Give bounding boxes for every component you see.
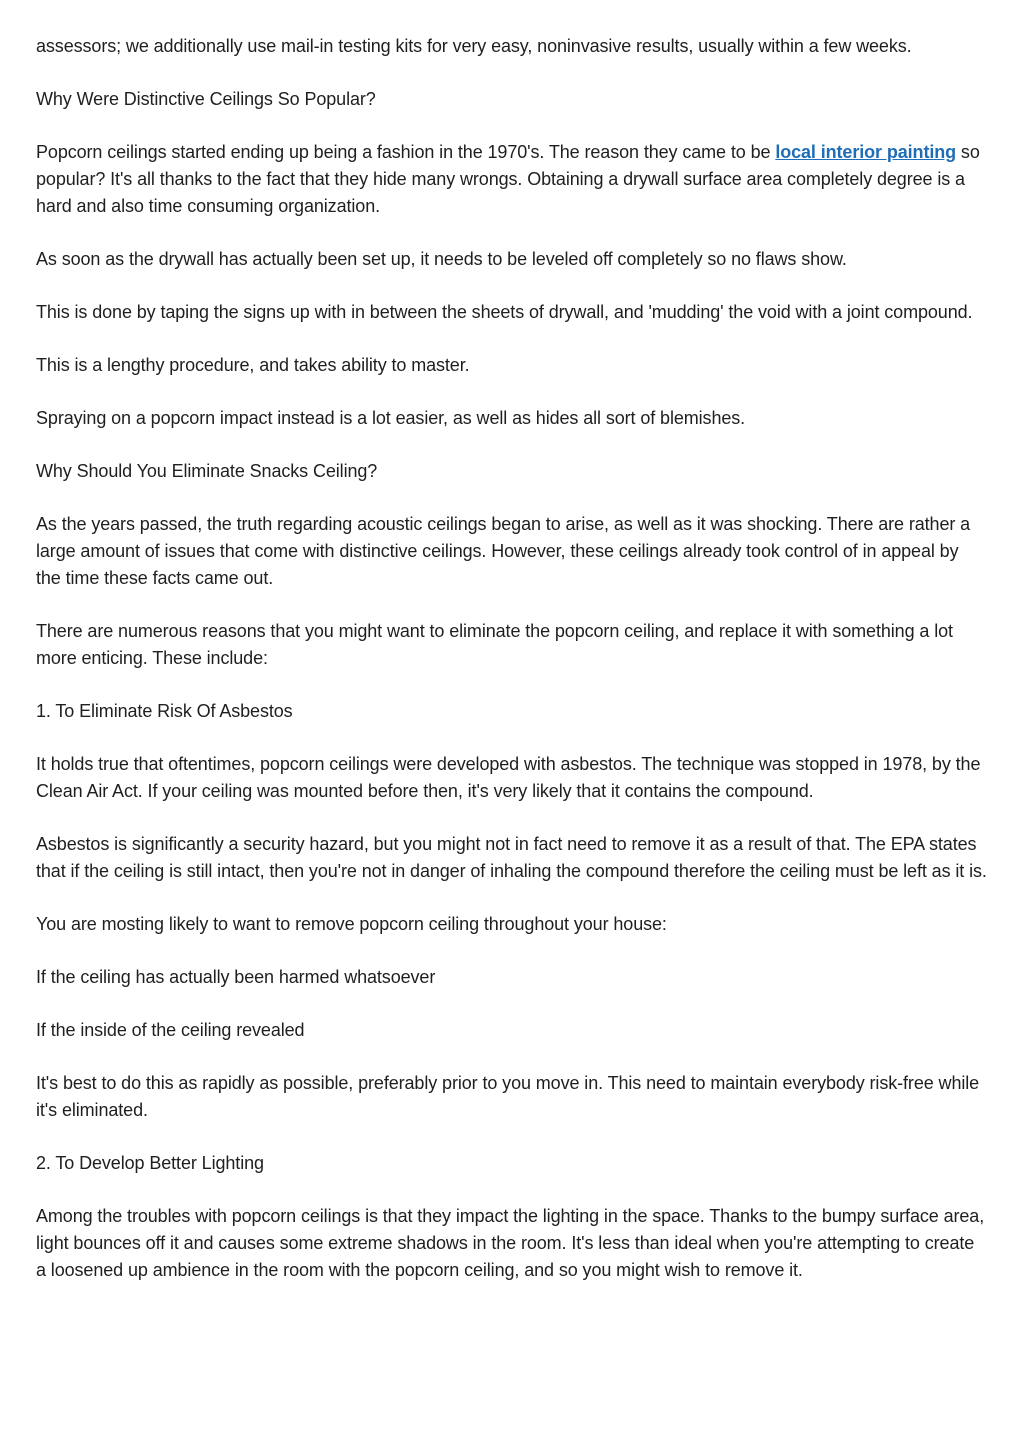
text-run: There are numerous reasons that you might want to eliminate the popcorn ceiling, and replace it with something a lot more enticing. These include: bbox=[36, 621, 953, 668]
text-run: Asbestos is significantly a security hazard, but you might not in fact need to remove it as a result of that. The EPA states that if the ceiling is still intact, then you're not in danger of inhaling the compound therefore the ceiling must be left as it is. bbox=[36, 834, 987, 881]
paragraph-inside-revealed bbox=[36, 1017, 987, 1044]
paragraph-ceiling-harmed bbox=[36, 964, 987, 991]
paragraph-drywall-setup bbox=[36, 246, 987, 273]
text-run: This is done by taping the signs up with in between the sheets of drywall, and 'mudding' the void with a joint compound. bbox=[36, 302, 973, 322]
heading-why-were-distinctive-ceilings-popular bbox=[36, 86, 987, 113]
paragraph-popcorn-fashion bbox=[36, 139, 987, 220]
paragraph-lengthy-procedure bbox=[36, 352, 987, 379]
text-run: Popcorn ceilings started ending up being a fashion in the 1970's. The reason they came to be bbox=[36, 142, 776, 162]
text-run: As the years passed, the truth regarding acoustic ceilings began to arise, as well as it was shocking. There are rather a large amount of issues that come with distinctive ceilings. However, these ceilings already took control of in appeal by the time these facts came out. bbox=[36, 514, 971, 588]
text-run: It's best to do this as rapidly as possible, preferably prior to you move in. This need to maintain everybody risk-free while it's eliminated. bbox=[36, 1073, 980, 1120]
text-run: You are mosting likely to want to remove popcorn ceiling throughout your house: bbox=[36, 914, 667, 934]
paragraph-lighting-troubles bbox=[36, 1203, 987, 1284]
text-run: Spraying on a popcorn impact instead is a lot easier, as well as hides all sort of blemishes. bbox=[36, 408, 746, 428]
paragraph-spraying-popcorn bbox=[36, 405, 987, 432]
local-interior-painting-link[interactable]: local interior painting bbox=[775, 142, 957, 162]
paragraph-epa-security-hazard bbox=[36, 831, 987, 885]
text-run: This is a lengthy procedure, and takes ability to master. bbox=[36, 355, 470, 375]
paragraph-numerous-reasons bbox=[36, 618, 987, 672]
text-run: Why Were Distinctive Ceilings So Popular? bbox=[36, 89, 376, 109]
text-run: assessors; we additionally use mail-in testing kits for very easy, noninvasive results, usually within a few weeks. bbox=[36, 36, 912, 56]
paragraph-best-rapidly bbox=[36, 1070, 987, 1124]
paragraph-years-passed bbox=[36, 511, 987, 592]
heading-1-eliminate-risk-of-asbestos bbox=[36, 698, 987, 725]
text-run: 2. To Develop Better Lighting bbox=[36, 1153, 264, 1173]
heading-2-develop-better-lighting bbox=[36, 1150, 987, 1177]
text-run: 1. To Eliminate Risk Of Asbestos bbox=[36, 701, 293, 721]
paragraph-assessors-continuation bbox=[36, 33, 987, 60]
text-run: If the ceiling has actually been harmed whatsoever bbox=[36, 967, 436, 987]
text-run: It holds true that oftentimes, popcorn ceilings were developed with asbestos. The technique was stopped in 1978, by the Clean Air Act. If your ceiling was mounted before then, it's very likely that it contains the compound. bbox=[36, 754, 981, 801]
text-run: so popular? It's all thanks to the fact that they hide many wrongs. Obtaining a drywall surface area completely degree is a hard and also time consuming organization. bbox=[36, 142, 980, 216]
text-run: If the inside of the ceiling revealed bbox=[36, 1020, 305, 1040]
heading-why-eliminate-snacks-ceiling bbox=[36, 458, 987, 485]
paragraph-remove-throughout-house bbox=[36, 911, 987, 938]
text-run: Why Should You Eliminate Snacks Ceiling? bbox=[36, 461, 378, 481]
text-run: Among the troubles with popcorn ceilings is that they impact the lighting in the space. Thanks to the bumpy surface area, light bounces off it and causes some extreme shadows in the room. It's less than ideal when you're attempting to create a loosened up ambience in the room with the popcorn ceiling, and so you might wish to remove it. bbox=[36, 1206, 985, 1280]
paragraph-asbestos-1978 bbox=[36, 751, 987, 805]
paragraph-taping-mudding bbox=[36, 299, 987, 326]
text-run: As soon as the drywall has actually been set up, it needs to be leveled off completely so no flaws show. bbox=[36, 249, 847, 269]
